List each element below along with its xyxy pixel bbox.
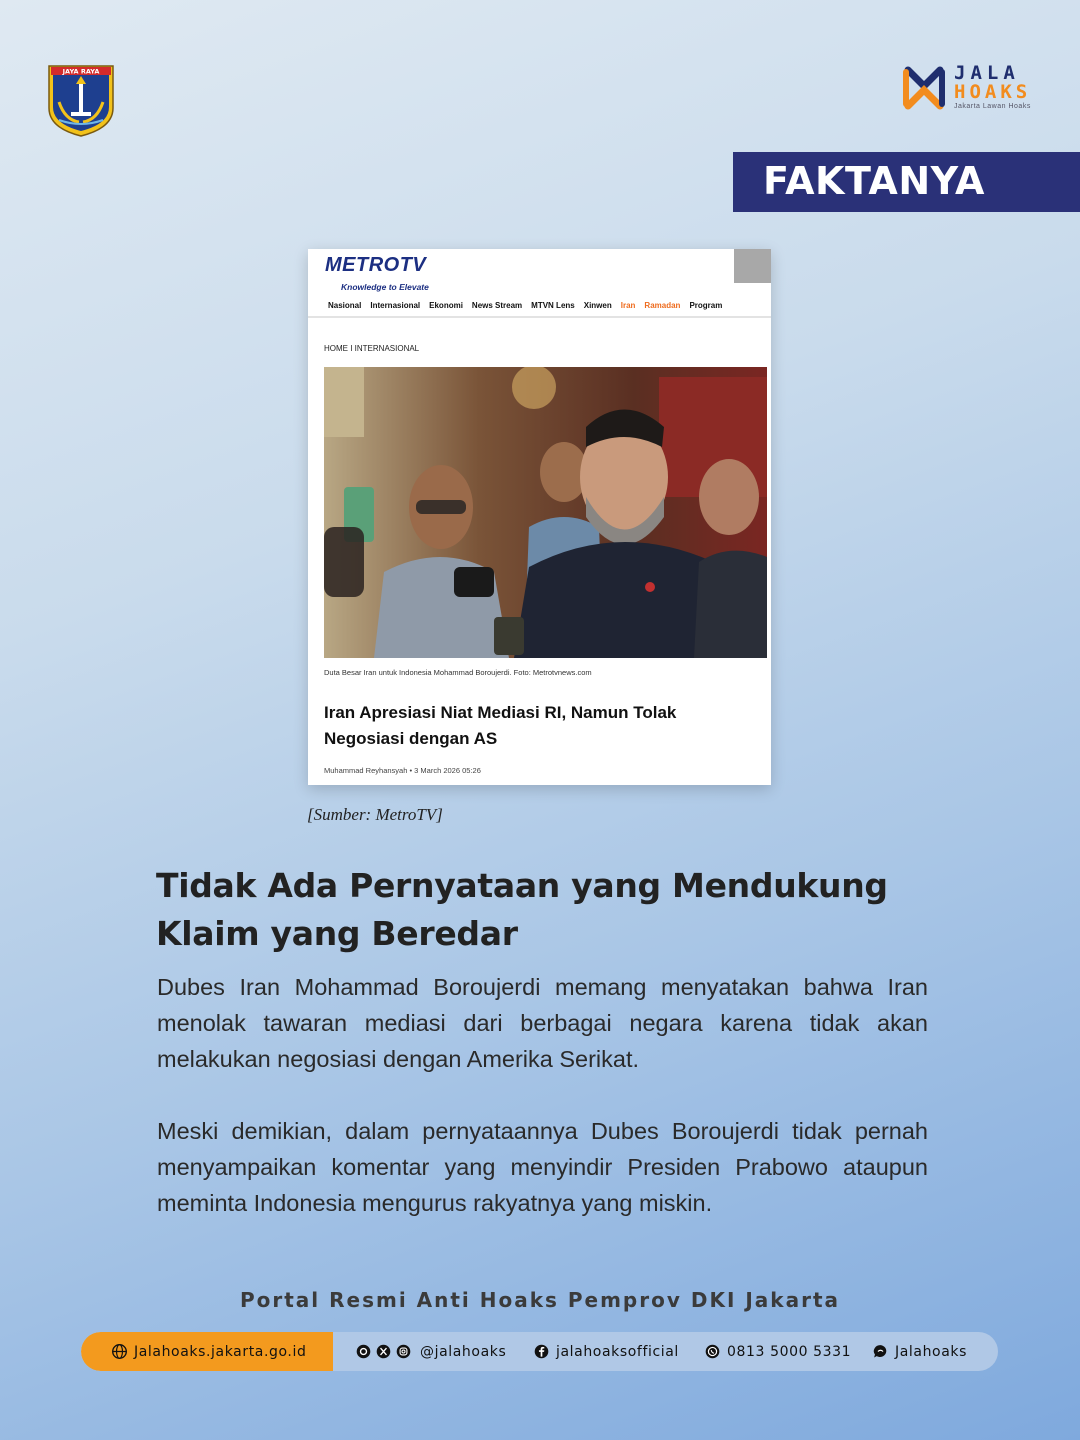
breadcrumb: HOME I INTERNASIONAL bbox=[324, 344, 420, 353]
brand-tagline: Jakarta Lawan Hoaks bbox=[954, 103, 1031, 110]
social-handles[interactable] bbox=[355, 1332, 506, 1371]
whatsapp-text: 0813 5000 5331 bbox=[727, 1343, 852, 1360]
globe-icon bbox=[111, 1343, 128, 1360]
jala-hoaks-mark-icon bbox=[898, 62, 950, 114]
chat-text: Jalahoaks bbox=[895, 1343, 967, 1360]
instagram-icon bbox=[395, 1343, 412, 1360]
article-screenshot-card bbox=[308, 249, 771, 785]
chat-bubble-icon bbox=[872, 1343, 889, 1360]
x-twitter-icon bbox=[375, 1343, 392, 1360]
footer-contact-bar bbox=[81, 1332, 998, 1371]
paragraph-2: Meski demikian, dalam pernyataannya Dubes Boroujerdi tidak pernah menyampaikan komentar yang menyindir Presiden Prabowo ataupun meminta Indonesia mengurus rakyatnya yang miskin. bbox=[157, 1118, 928, 1216]
metrotv-site-name: METROTV bbox=[325, 254, 427, 276]
metrotv-tagline: Knowledge to Elevate bbox=[341, 282, 429, 292]
chat-link[interactable] bbox=[872, 1332, 967, 1371]
portal-text: Portal Resmi Anti Hoaks Pemprov DKI Jakarta bbox=[239, 1288, 841, 1312]
article-photo bbox=[324, 367, 767, 658]
nav-item[interactable]: Ekonomi bbox=[429, 301, 463, 310]
metrotv-logo bbox=[325, 254, 445, 296]
facebook-link[interactable] bbox=[533, 1332, 679, 1371]
source-label: [Sumber: MetroTV] bbox=[307, 805, 443, 824]
dki-jakarta-logo bbox=[45, 62, 117, 138]
threads-icon bbox=[355, 1343, 372, 1360]
brand-line1: JALA bbox=[954, 62, 1020, 84]
nav-divider bbox=[308, 316, 771, 318]
website-text: Jalahoaks.jakarta.go.id bbox=[134, 1343, 307, 1360]
nav-item[interactable]: News Stream bbox=[471, 301, 523, 310]
section-title: Tidak Ada Pernyataan yang Mendukung Klaim yang Beredar bbox=[156, 866, 888, 953]
social-handle-text: @jalahoaks bbox=[420, 1343, 507, 1360]
paragraph-1: Dubes Iran Mohammad Boroujerdi memang menyatakan bahwa Iran menolak tawaran mediasi dari berbagai negara karena tidak akan melakukan negosiasi dengan Amerika Serikat. bbox=[157, 974, 928, 1072]
metrotv-nav bbox=[328, 301, 722, 310]
photo-caption: Duta Besar Iran untuk Indonesia Mohammad Boroujerdi. Foto: Metrotvnews.com bbox=[324, 668, 592, 677]
whatsapp-icon bbox=[704, 1343, 721, 1360]
nav-item[interactable]: Nasional bbox=[328, 301, 362, 310]
jala-hoaks-logo bbox=[898, 62, 1043, 114]
nav-item[interactable]: Internasional bbox=[370, 301, 421, 310]
facebook-icon bbox=[533, 1343, 550, 1360]
article-byline: Muhammad Reyhansyah • 3 March 2026 05:26 bbox=[324, 766, 481, 775]
nav-item[interactable]: MTVN Lens bbox=[531, 301, 575, 310]
facebook-text: jalahoaksofficial bbox=[556, 1343, 679, 1360]
nav-item-iran[interactable]: Iran bbox=[620, 301, 636, 310]
faktanya-banner bbox=[733, 152, 1080, 212]
brand-line2: HOAKS bbox=[954, 81, 1032, 103]
nav-item-ramadan[interactable]: Ramadan bbox=[644, 301, 681, 310]
header-placeholder-box bbox=[734, 249, 771, 283]
nav-item[interactable]: Program bbox=[689, 301, 723, 310]
banner-label: FAKTANYA bbox=[763, 159, 985, 203]
dki-logo-text: JAYA RAYA bbox=[62, 67, 100, 76]
nav-item[interactable]: Xinwen bbox=[583, 301, 612, 310]
website-link[interactable] bbox=[111, 1332, 306, 1371]
article-headline[interactable]: Iran Apresiasi Niat Mediasi RI, Namun Tolak Negosiasi dengan AS bbox=[324, 703, 677, 748]
whatsapp-link[interactable] bbox=[704, 1332, 851, 1371]
